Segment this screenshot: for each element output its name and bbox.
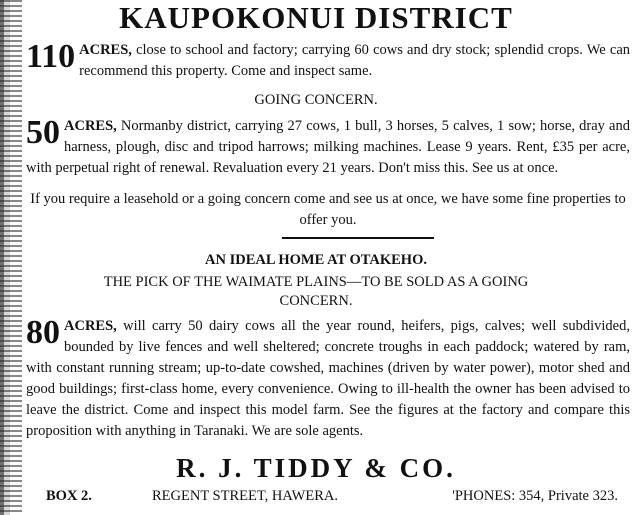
listing-text: [26, 316, 630, 442]
street-address: REGENT STREET, HAWERA.: [152, 488, 338, 504]
page-title: KAUPOKONUI DISTRICT: [119, 0, 513, 35]
listing-body: Normanby district, carrying 27 cows, 1 bull, 3 horses, 5 calves, 1 sow; horse, dray and harness, plough, disc and tripod harrows; milking machines. Lease 9 years. Rent, £35 per acre, with perpetual right of renewal. Revaluation every 21 years. Don't miss this. See us at once.: [26, 118, 630, 176]
listing-body: will carry 50 dairy cows all the year round, heifers, pigs, calves; well subdivided, bounded by live fences and well sheltered; concrete troughs in each paddock; watered by ram, with constant running stream; up-to-date cowshed, machines (driven by water power), motor shed and good buildings; first-class home, every convenience. Owing to ill-health the owner has been advised to leave the district. Come and inspect this model farm. See the figures at the factory and compare this proposition with anything in Taranaki. We are sole agents.: [26, 318, 630, 439]
listing-lead: ACRES,: [79, 42, 132, 58]
section-divider: [282, 237, 434, 239]
waimate-heading-line2: CONCERN.: [279, 293, 353, 309]
box-number: BOX 2.: [46, 488, 92, 504]
waimate-heading-line1: THE PICK OF THE WAIMATE PLAINS—TO BE SOLD AS A GOING: [103, 274, 529, 290]
listing-lead: ACRES,: [64, 118, 117, 134]
acres-number: 80: [26, 314, 60, 351]
firm-name: R. J. TIDDY & CO.: [176, 453, 456, 483]
listing-110-acres: [26, 40, 630, 82]
listing-text: [26, 40, 630, 82]
listing-80-acres: [26, 316, 630, 442]
leasehold-note: If you require a leasehold or a going concern come and see us at once, we have some fine properties to offer you.: [30, 191, 626, 228]
acres-number: 50: [26, 114, 60, 151]
phone-numbers: 'PHONES: 354, Private 323.: [452, 488, 618, 504]
listing-text: [26, 116, 630, 179]
listing-50-acres: [26, 116, 630, 179]
listing-lead: ACRES,: [64, 318, 117, 334]
listing-body: close to school and factory; carrying 60 cows and dry stock; splendid crops. We can recommend this property. Come and inspect same.: [79, 42, 631, 79]
ideal-home-heading: AN IDEAL HOME AT OTAKEHO.: [205, 252, 427, 268]
going-concern-heading: GOING CONCERN.: [254, 92, 378, 108]
leasehold-note-block: [26, 189, 630, 231]
acres-number: 110: [26, 38, 76, 75]
